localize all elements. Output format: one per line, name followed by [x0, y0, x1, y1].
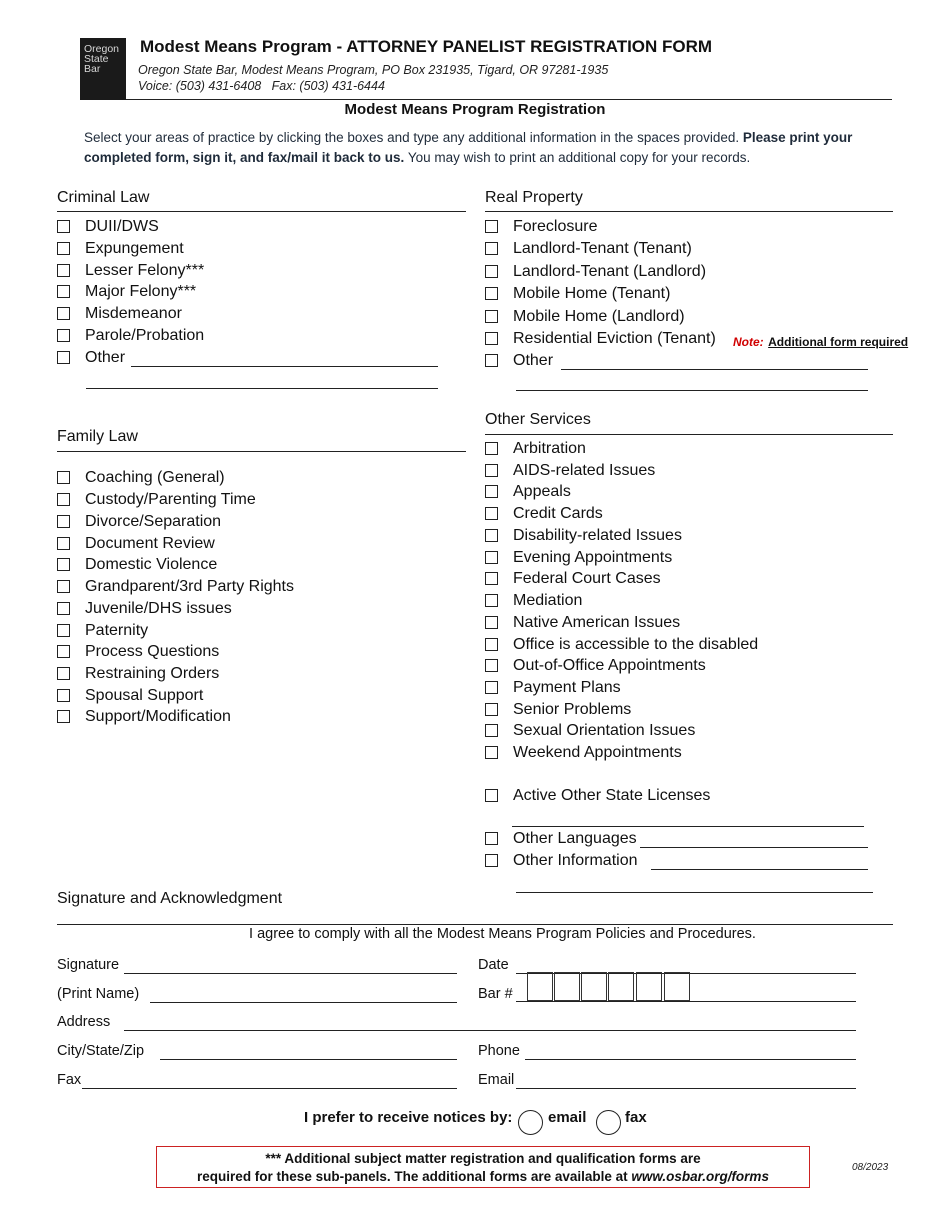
checkbox[interactable]: [57, 537, 70, 550]
footer-line-2-text: required for these sub-panels. The additional forms are available at: [197, 1169, 632, 1184]
checkbox-label: Juvenile/DHS issues: [85, 600, 232, 617]
checkbox-label: Parole/Probation: [85, 327, 205, 344]
checkbox[interactable]: [485, 789, 498, 802]
checkbox-label: Disability-related Issues: [513, 527, 682, 544]
checkbox-label: Out-of-Office Appointments: [513, 657, 706, 674]
checkbox-label: Coaching (General): [85, 469, 225, 486]
header-rule: [126, 99, 892, 100]
checkbox[interactable]: [485, 616, 498, 629]
checkbox-label: Restraining Orders: [85, 665, 220, 682]
real-property-rule: [485, 211, 893, 212]
osb-logo: [80, 38, 126, 100]
other-languages-field[interactable]: [640, 847, 868, 848]
checkbox-label: Other: [85, 349, 126, 366]
family-law-rule: [57, 451, 466, 452]
bar-digit-box[interactable]: [608, 972, 634, 1001]
checkbox[interactable]: [485, 242, 498, 255]
email-field[interactable]: [516, 1088, 856, 1089]
address-field[interactable]: [124, 1030, 856, 1031]
footer-line-1: *** Additional subject matter registration and qualification forms are: [265, 1151, 701, 1166]
bar-digit-box[interactable]: [664, 972, 690, 1001]
city-state-zip-label: City/State/Zip: [57, 1043, 145, 1059]
note-label: Note:: [733, 335, 764, 349]
checkbox-label: Major Felony***: [85, 283, 197, 300]
agreement-text: I agree to comply with all the Modest Means Program Policies and Procedures.: [249, 926, 756, 942]
checkbox-label: Federal Court Cases: [513, 570, 661, 587]
checkbox-label: Lesser Felony***: [85, 262, 205, 279]
checkbox-label: Process Questions: [85, 643, 220, 660]
checkbox-label: AIDS-related Issues: [513, 462, 656, 479]
checkbox-label: Foreclosure: [513, 218, 598, 235]
real-property-heading: Real Property: [485, 189, 583, 206]
checkbox-label: Landlord-Tenant (Tenant): [513, 240, 692, 257]
fax-field[interactable]: [82, 1088, 457, 1089]
checkbox[interactable]: [485, 594, 498, 607]
checkbox[interactable]: [57, 602, 70, 615]
logo-line: Bar: [84, 63, 101, 75]
checkbox[interactable]: [57, 220, 70, 233]
checkbox[interactable]: [485, 638, 498, 651]
notice-label: I prefer to receive notices by:: [304, 1109, 513, 1126]
bar-digit-box[interactable]: [581, 972, 607, 1001]
checkbox[interactable]: [57, 264, 70, 277]
checkbox[interactable]: [485, 572, 498, 585]
family-law-heading: Family Law: [57, 428, 138, 445]
city-state-zip-field[interactable]: [160, 1059, 457, 1060]
checkbox-label: Payment Plans: [513, 679, 621, 696]
checkbox-label: Expungement: [85, 240, 184, 257]
checkbox[interactable]: [485, 354, 498, 367]
checkbox[interactable]: [485, 746, 498, 759]
other-information-field-2[interactable]: [516, 892, 873, 893]
checkbox[interactable]: [57, 645, 70, 658]
checkbox-label: Paternity: [85, 622, 149, 639]
checkbox-label: Divorce/Separation: [85, 513, 222, 530]
fax-radio[interactable]: [596, 1110, 621, 1135]
checkbox[interactable]: [57, 329, 70, 342]
checkbox-label: Grandparent/3rd Party Rights: [85, 578, 294, 595]
additional-form-note: [733, 333, 908, 351]
checkbox-label: Sexual Orientation Issues: [513, 722, 696, 739]
checkbox[interactable]: [485, 551, 498, 564]
other-information-field[interactable]: [651, 869, 868, 870]
checkbox[interactable]: [57, 667, 70, 680]
checkbox-label: Mediation: [513, 592, 583, 609]
phone-field[interactable]: [525, 1059, 856, 1060]
criminal-other-field[interactable]: [131, 366, 438, 367]
signature-rule: [57, 924, 893, 925]
checkbox-label: Senior Problems: [513, 701, 632, 718]
checkbox[interactable]: [57, 471, 70, 484]
forms-link[interactable]: www.osbar.org/forms: [631, 1169, 769, 1184]
checkbox-label: Evening Appointments: [513, 549, 673, 566]
logo-line: State: [84, 53, 109, 65]
checkbox[interactable]: [57, 558, 70, 571]
checkbox[interactable]: [485, 485, 498, 498]
bar-digit-box[interactable]: [554, 972, 580, 1001]
checkbox-label: Mobile Home (Landlord): [513, 308, 685, 325]
email-label: Email: [478, 1072, 515, 1088]
checkbox[interactable]: [485, 265, 498, 278]
signature-heading: Signature and Acknowledgment: [57, 890, 283, 907]
checkbox[interactable]: [485, 832, 498, 845]
checkbox[interactable]: [485, 724, 498, 737]
instructions-text-2: You may wish to print an additional copy for your records.: [404, 150, 751, 165]
mailing-address: Oregon State Bar, Modest Means Program, PO Box 231935, Tigard, OR 97281-1935: [138, 63, 609, 77]
bar-number-label: Bar #: [478, 986, 513, 1002]
notice-preference: [304, 1109, 512, 1126]
checkbox-label: Other Languages: [513, 830, 637, 847]
bar-digit-box[interactable]: [527, 972, 553, 1001]
checkbox-label: Spousal Support: [85, 687, 204, 704]
checkbox[interactable]: [57, 242, 70, 255]
checkbox-label: Mobile Home (Tenant): [513, 285, 671, 302]
bar-digit-box[interactable]: [636, 972, 662, 1001]
note-text: Additional form required: [768, 335, 909, 349]
property-other-field[interactable]: [561, 369, 868, 370]
checkbox-label: Arbitration: [513, 440, 586, 457]
checkbox[interactable]: [485, 703, 498, 716]
form-title: Modest Means Program - ATTORNEY PANELIST REGISTRATION FORM: [140, 37, 713, 56]
footer-line-2: [157, 1168, 809, 1186]
checkbox[interactable]: [57, 351, 70, 364]
checkbox-label: Residential Eviction (Tenant): [513, 330, 716, 347]
checkbox-label: Weekend Appointments: [513, 744, 682, 761]
checkbox[interactable]: [57, 624, 70, 637]
criminal-law-heading: Criminal Law: [57, 189, 150, 206]
checkbox-label: DUII/DWS: [85, 218, 159, 235]
checkbox[interactable]: [57, 515, 70, 528]
address-label: Address: [57, 1014, 111, 1030]
checkbox[interactable]: [485, 659, 498, 672]
checkbox-label: Office is accessible to the disabled: [513, 636, 759, 653]
checkbox[interactable]: [57, 710, 70, 723]
active-licenses-field[interactable]: [512, 826, 864, 827]
checkbox[interactable]: [485, 854, 498, 867]
checkbox-label: Domestic Violence: [85, 556, 218, 573]
checkbox[interactable]: [485, 529, 498, 542]
checkbox[interactable]: [485, 310, 498, 323]
section-subtitle: Modest Means Program Registration: [344, 101, 606, 118]
checkbox[interactable]: [57, 285, 70, 298]
checkbox[interactable]: [57, 580, 70, 593]
bar-number-field[interactable]: [516, 1001, 856, 1002]
checkbox[interactable]: [485, 332, 498, 345]
phone-label: Phone: [478, 1043, 520, 1059]
email-option-label: email: [548, 1109, 587, 1126]
checkbox-label: Landlord-Tenant (Landlord): [513, 263, 707, 280]
checkbox[interactable]: [57, 307, 70, 320]
checkbox[interactable]: [485, 507, 498, 520]
criminal-other-field-2[interactable]: [86, 388, 438, 389]
form-revision-date: 08/2023: [852, 1162, 889, 1173]
checkbox[interactable]: [485, 287, 498, 300]
checkbox-label: Document Review: [85, 535, 215, 552]
checkbox-label: Other: [513, 352, 554, 369]
checkbox[interactable]: [485, 681, 498, 694]
checkbox[interactable]: [57, 689, 70, 702]
instructions: [84, 128, 874, 168]
header-address-block: [138, 62, 608, 94]
fax-option-label: fax: [625, 1109, 647, 1126]
signature-field[interactable]: [124, 973, 457, 974]
checkbox-label: Native American Issues: [513, 614, 681, 631]
property-other-field-2[interactable]: [516, 390, 868, 391]
checkbox-label: Active Other State Licenses: [513, 787, 711, 804]
fax-label: Fax: [57, 1072, 82, 1088]
print-name-label: (Print Name): [57, 986, 140, 1002]
instructions-text: Select your areas of practice by clicking the boxes and type any additional information in the spaces provided.: [84, 130, 743, 145]
criminal-law-rule: [57, 211, 466, 212]
logo-line: Oregon: [84, 43, 120, 55]
checkbox[interactable]: [485, 220, 498, 233]
print-name-field[interactable]: [150, 1002, 457, 1003]
date-label: Date: [478, 957, 509, 973]
checkbox-label: Appeals: [513, 483, 571, 500]
checkbox[interactable]: [485, 442, 498, 455]
contact-numbers: Voice: (503) 431-6408 Fax: (503) 431-6444: [138, 79, 385, 93]
checkbox-label: Misdemeanor: [85, 305, 182, 322]
instructions-bold: Please print your completed form, sign it, and fax/mail it back to us.: [84, 130, 853, 165]
other-services-heading: Other Services: [485, 411, 591, 428]
signature-label: Signature: [57, 957, 120, 973]
checkbox-label: Support/Modification: [85, 708, 231, 725]
checkbox[interactable]: [485, 464, 498, 477]
checkbox[interactable]: [57, 493, 70, 506]
additional-forms-notice: [156, 1146, 810, 1188]
checkbox-label: Other Information: [513, 852, 638, 869]
checkbox-label: Custody/Parenting Time: [85, 491, 256, 508]
other-services-rule: [485, 434, 893, 435]
checkbox-label: Credit Cards: [513, 505, 603, 522]
email-radio[interactable]: [518, 1110, 543, 1135]
